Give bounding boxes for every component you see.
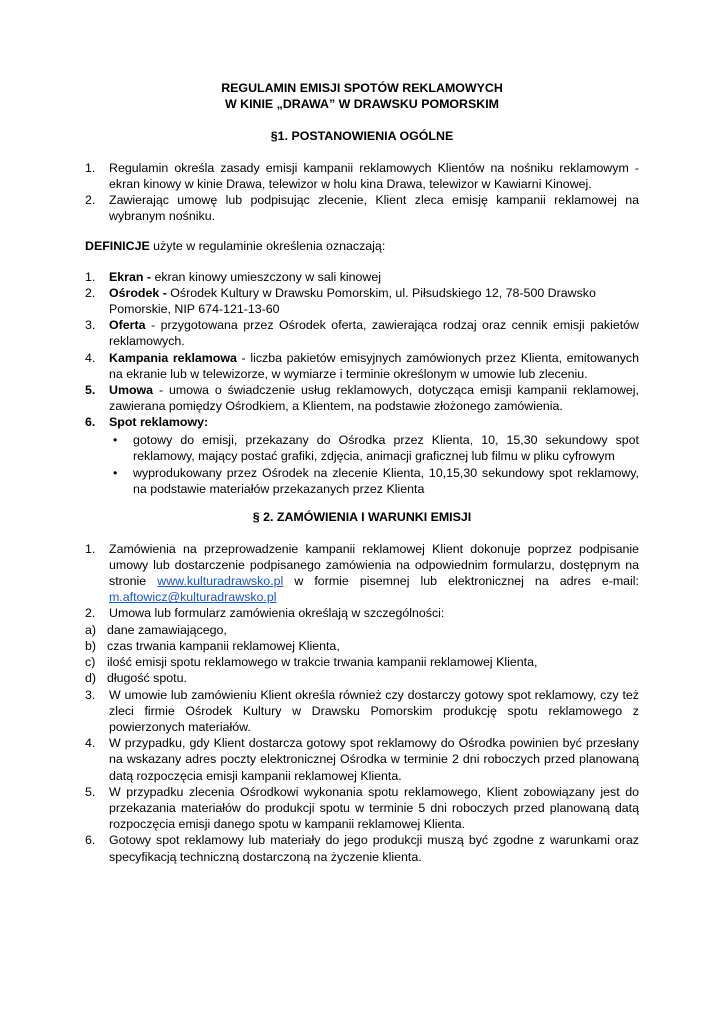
bullet-icon: • xyxy=(113,432,118,447)
definitions-lead-text: użyte w regulaminie określenia oznaczają: xyxy=(149,239,386,254)
email-link[interactable]: m.aftowicz@kulturadrawsko.pl xyxy=(109,590,277,605)
definition-text: - umowa o świadczenie usług reklamowych, dotycząca emisji kampanii reklamowej, zawierana pomiędzy Ośrodkiem, a Klientem, na podstawie złożonego zamówienia. xyxy=(109,383,639,414)
bullet-text: gotowy do emisji, przekazany do Ośrodka przez Klienta, 10, 15,30 sekundowy spot reklamowy, mający postać grafiki, zdjęcia, animacji graficznej lub filmu w pliku cyfrowym xyxy=(133,432,639,463)
sub-item-text: ilość emisji spotu reklamowego w trakcie trwania kampanii reklamowej Klienta, xyxy=(107,655,538,670)
list-item xyxy=(85,541,639,606)
definition-term: Kampania reklamowa xyxy=(109,350,237,365)
definition-term: Ośrodek - xyxy=(109,285,167,300)
item-number: 2. xyxy=(85,193,96,208)
item-text: Regulamin określa zasady emisji kampanii reklamowych Klientów na nośniku reklamowym - ekran kinowy w kinie Drawa, telewizor w holu kina Drawa, telewizor w Kawiarni Kinowej. xyxy=(109,160,639,191)
section-2-list xyxy=(85,541,639,865)
website-link[interactable]: www.kulturadrawsko.pl xyxy=(157,574,284,589)
document-page xyxy=(85,80,639,865)
sub-item-letter: c) xyxy=(85,655,96,670)
section-2-heading: § 2. ZAMÓWIENIA I WARUNKI EMISJI xyxy=(252,510,472,525)
item-number: 6. xyxy=(85,833,96,848)
item-number: 1. xyxy=(85,269,96,284)
bullet-icon: • xyxy=(113,466,118,481)
item-text: Zamówienia na przeprowadzenie kampanii reklamowej Klient dokonuje poprzez podpisanie umowy lub dostarczenie podpisanego zamówienia na odpowiednim formularzu, dostępnym na stronie xyxy=(109,541,639,589)
title-line-1: REGULAMIN EMISJI SPOTÓW REKLAMOWYCH xyxy=(221,81,503,95)
document-title xyxy=(85,80,639,112)
item-number: 4. xyxy=(85,350,96,365)
sub-list-item xyxy=(85,670,639,686)
definition-term: Oferta xyxy=(109,318,146,333)
item-number: 1. xyxy=(85,160,96,175)
definitions-lead xyxy=(85,238,639,254)
item-number: 5. xyxy=(85,383,96,398)
item-number: 6. xyxy=(85,415,96,430)
definition-term: Ekran - xyxy=(109,269,152,284)
definition-text: ekran kinowy umieszczony w sali kinowej xyxy=(151,269,382,284)
sub-list-item xyxy=(85,638,639,654)
list-item xyxy=(85,605,639,621)
list-item xyxy=(85,414,639,497)
list-item xyxy=(85,160,639,192)
item-text: W przypadku, gdy Klient dostarcza gotowy spot reklamowy do Ośrodka powinien być przesłany na wskazany adres poczty elektronicznej Ośrodka w terminie 2 dni roboczych przed planowaną datą rozpoczęcia emisji kampanii reklamowej Klienta. xyxy=(109,736,639,783)
list-item xyxy=(85,269,639,285)
definition-text: - liczba pakietów emisyjnych zamówionych przez Klienta, emitowanych na ekranie lub w telewizorze, w wymiarze i terminie określonym w umowie lub zleceniu. xyxy=(109,350,639,381)
list-item xyxy=(85,832,639,864)
sub-item-letter: d) xyxy=(85,671,97,686)
definition-term: Umowa xyxy=(109,383,154,398)
item-number: 3. xyxy=(85,687,96,702)
section-1-list xyxy=(85,160,639,225)
list-item xyxy=(85,350,639,382)
sub-list-item xyxy=(85,654,639,670)
list-item xyxy=(85,687,639,736)
list-item xyxy=(85,317,639,349)
list-item xyxy=(85,285,639,317)
spot-bullet-list xyxy=(113,432,639,498)
bullet-item xyxy=(113,465,639,497)
sub-item-letter: b) xyxy=(85,638,97,653)
list-item xyxy=(85,192,639,224)
item-text: w formie pisemnej lub elektronicznej na adres e-mail: xyxy=(283,574,640,589)
item-text: Zawierając umowę lub podpisując zlecenie, Klient zleca emisję kampanii reklamowej na wybranym nośniku. xyxy=(109,193,639,224)
definitions-list xyxy=(85,269,639,498)
sub-item-text: długość spotu. xyxy=(107,671,187,686)
item-number: 1. xyxy=(85,541,96,556)
sub-item-text: dane zamawiającego, xyxy=(107,622,227,637)
item-number: 5. xyxy=(85,784,96,799)
list-item xyxy=(85,735,639,784)
definitions-label: DEFINICJE xyxy=(85,239,150,254)
item-number: 4. xyxy=(85,736,96,751)
list-item xyxy=(85,784,639,833)
title-line-2: W KINIE „DRAWA” W DRAWSKU POMORSKIM xyxy=(225,97,499,112)
item-number: 2. xyxy=(85,606,96,621)
definition-text: - przygotowana przez Ośrodek oferta, zawierająca rodzaj oraz cennik emisji pakietów reklamowych. xyxy=(109,318,639,349)
sub-list-item xyxy=(85,622,639,638)
definition-term: Spot reklamowy: xyxy=(109,415,209,430)
bullet-item xyxy=(113,432,639,464)
bullet-text: wyprodukowany przez Ośrodek na zlecenie Klienta, 10,15,30 sekundowy spot reklamowy, na podstawie materiałów przekazanych przez Klienta xyxy=(133,466,639,497)
item-text: W umowie lub zamówieniu Klient określa również czy dostarczy gotowy spot reklamowy, czy też zleci firmie Ośrodek Kultury w Drawsku Pomorskim produkcję spotu reklamowego z powierzonych materiałów. xyxy=(109,687,639,734)
sub-item-letter: a) xyxy=(85,622,97,637)
sub-item-text: czas trwania kampanii reklamowej Klienta, xyxy=(107,638,340,653)
item-text: Umowa lub formularz zamówienia określają w szczególności: xyxy=(109,606,445,621)
item-number: 2. xyxy=(85,285,96,300)
item-text: Gotowy spot reklamowy lub materiały do jego produkcji muszą być zgodne z warunkami oraz specyfikacją techniczną dostarczoną na życzenie klienta. xyxy=(109,833,639,864)
item-text: W przypadku zlecenia Ośrodkowi wykonania spotu reklamowego, Klient zobowiązany jest do przekazania materiałów do produkcji spotu w terminie 5 dni roboczych przed planowaną datą rozpoczęcia emisji danego spotu w kampanii reklamowej Klienta. xyxy=(109,784,639,832)
definition-text: Ośrodek Kultury w Drawsku Pomorskim, ul. Piłsudskiego 12, 78-500 Drawsko Pomorskie, NIP 674-121-13-60 xyxy=(109,285,596,317)
item-number: 3. xyxy=(85,318,96,333)
list-item xyxy=(85,382,639,414)
section-1-heading: §1. POSTANOWIENIA OGÓLNE xyxy=(270,129,454,144)
